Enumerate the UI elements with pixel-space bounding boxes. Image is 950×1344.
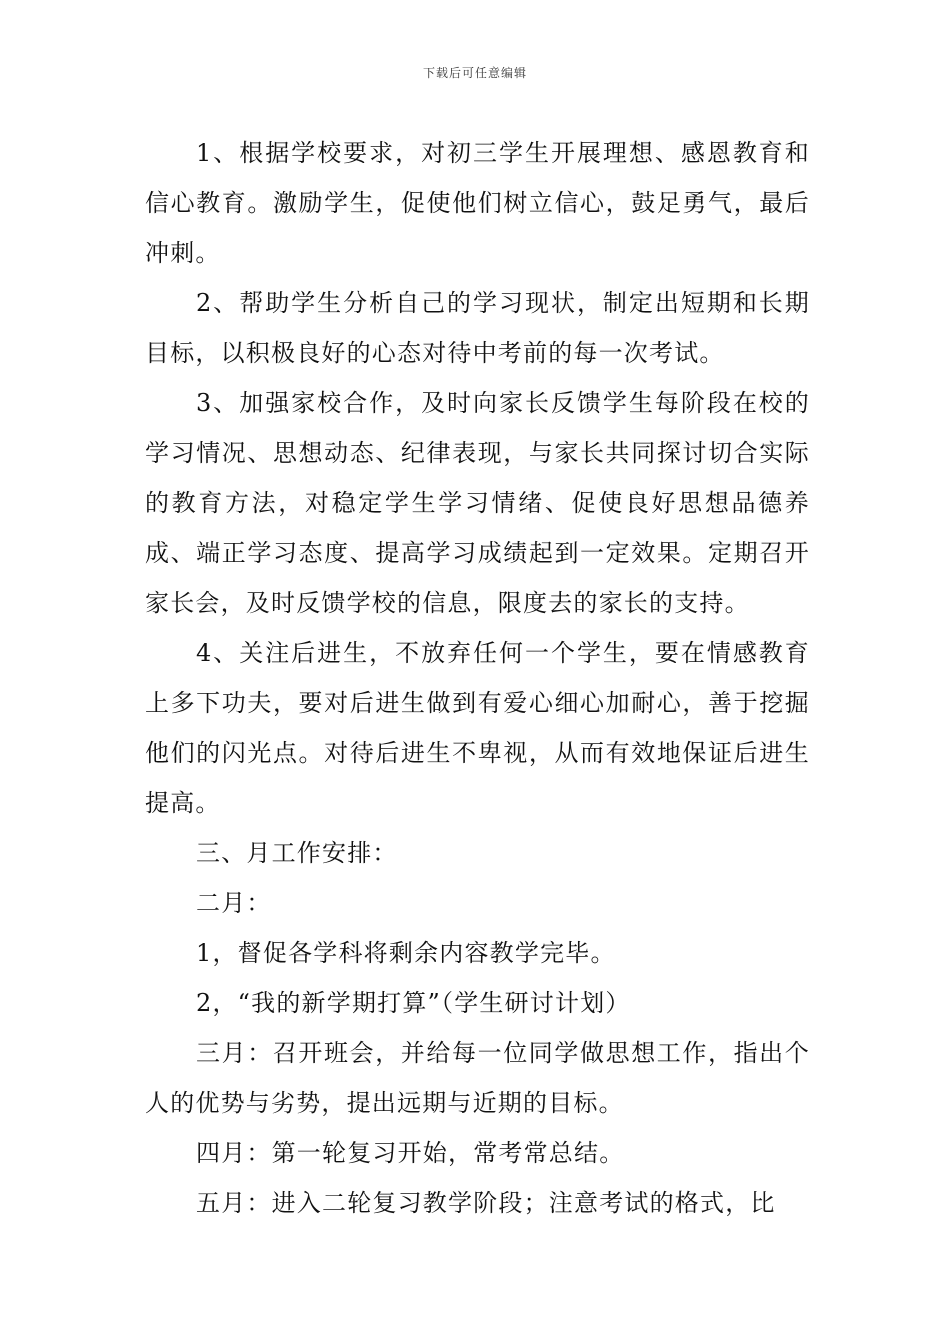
paragraph-goal-1: 1、根据学校要求，对初三学生开展理想、感恩教育和信心教育。激励学生，促使他们树立信心，鼓足勇气，最后冲刺。	[145, 139, 810, 267]
document-body	[145, 128, 810, 1228]
paragraph-goal-2: 2、帮助学生分析自己的学习现状，制定出短期和长期目标，以积极良好的心态对待中考前的每一次考试。	[145, 289, 810, 367]
section-heading-monthly-plan: 三、月工作安排：	[196, 839, 398, 867]
february-item-1: 1，督促各学科将剩余内容教学完毕。	[196, 939, 616, 967]
month-march: 三月：召开班会，并给每一位同学做思想工作，指出个人的优势与劣势，提出远期与近期的目标。	[145, 1039, 810, 1117]
february-item-2: 2，“我的新学期打算”（学生研讨计划）	[196, 989, 631, 1017]
page-header: 下载后可任意编辑	[422, 66, 527, 80]
month-may: 五月：进入二轮复习教学阶段；注意考试的格式，比	[196, 1189, 776, 1217]
paragraph-goal-3: 3、加强家校合作，及时向家长反馈学生每阶段在校的学习情况、思想动态、纪律表现，与家长共同探讨切合实际的教育方法，对稳定学生学习情绪、促使良好思想品德养成、端正学习态度、提高学习成绩起到一定效果。定期召开家长会，及时反馈学校的信息，限度去的家长的支持。	[145, 389, 810, 617]
paragraph-goal-4: 4、关注后进生，不放弃任何一个学生，要在情感教育上多下功夫，要对后进生做到有爱心细心加耐心，善于挖掘他们的闪光点。对待后进生不卑视，从而有效地保证后进生提高。	[145, 639, 810, 817]
month-april: 四月：第一轮复习开始，常考常总结。	[196, 1139, 625, 1167]
month-heading-february: 二月：	[196, 889, 272, 917]
